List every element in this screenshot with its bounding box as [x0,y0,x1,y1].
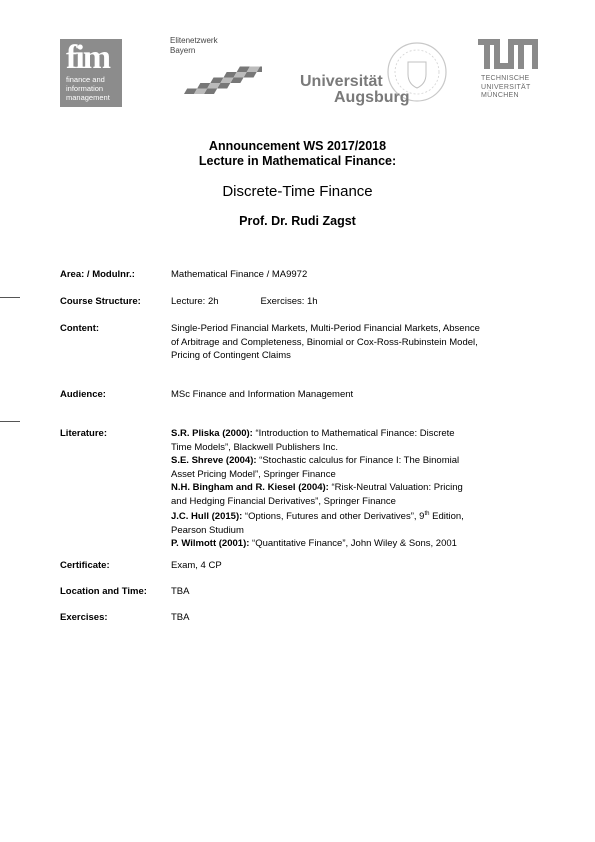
area-label: Area: / Modulnr.: [60,269,135,280]
tum-logo-line: UNIVERSITÄT [481,83,531,91]
literature-text: “Risk-Neutral Valuation: Pricing [328,482,463,493]
location-value: TBA [171,586,190,597]
announcement-line: Announcement WS 2017/2018 [208,139,387,153]
announcement-heading [0,139,595,169]
literature-item [171,454,536,481]
tum-logo-line: TECHNISCHE [481,75,530,82]
content-value [171,322,536,363]
margin-fold-mark [0,297,20,298]
certificate-value: Exam, 4 CP [171,560,222,571]
literature-text: and Hedging Financial Derivatives”, Springer Finance [171,495,396,507]
literature-text: “Options, Futures and other Derivatives”, 9 [242,511,425,523]
fim-logo-text [66,75,110,102]
content-label: Content: [60,323,100,334]
literature-item [171,481,536,508]
literature-label: Literature: [60,428,107,439]
literature-text: “Quantitative Finance”, John Wiley & Sons, 2001 [249,538,457,550]
fim-logo [60,39,122,107]
margin-fold-mark [0,421,20,422]
location-label: Location and Time: [60,586,147,597]
exercises-value: TBA [171,612,190,623]
exercise-hours: Exercises: 1h [260,296,318,307]
elite-logo-line: Elitenetzwerk [170,36,218,45]
elite-logo-line: Bayern [170,46,196,55]
content-line: Pricing of Contingent Claims [171,350,291,361]
certificate-label: Certificate: [60,560,110,571]
literature-item [171,427,536,454]
area-value: Mathematical Finance / MA9972 [171,269,308,280]
professor-name: Prof. Dr. Rudi Zagst [239,214,356,228]
literature-superscript: th [424,511,430,517]
fim-logo-line: management [66,93,110,102]
tum-logo [478,39,542,111]
lecture-line: Lecture in Mathematical Finance: [198,154,397,168]
audience-label: Audience: [60,389,106,400]
augsburg-logo-line: Universität [300,73,383,90]
literature-author: S.R. Pliska (2000): [171,428,253,439]
literature-text: “Stochastic calculus for Finance I: The Binomial [256,455,460,466]
literature-author: J.C. Hull (2015): [171,511,243,523]
literature-text: Edition, [429,511,464,523]
course-title: Discrete-Time Finance [222,183,373,200]
tum-logo-text [481,75,531,101]
augsburg-logo-text [300,74,410,106]
fim-logo-line: finance and [66,75,105,84]
audience-value: MSc Finance and Information Management [171,389,354,400]
fim-logo-line: information [66,84,104,93]
elitenetzwerk-logo [170,36,262,106]
tum-logo-line: MÜNCHEN [481,92,519,99]
literature-text: “Introduction to Mathematical Finance: Discrete [252,428,455,439]
augsburg-logo-line: Augsburg [334,89,410,106]
content-line: of Arbitrage and Completeness, Binomial or Cox-Ross-Rubinstein Model, [171,336,478,348]
literature-text: Asset Pricing Model”, Springer Finance [171,468,336,480]
course-structure-value [171,295,536,309]
tum-mark-icon [478,39,538,71]
literature-author: P. Wilmott (2001): [171,538,250,550]
content-line: Single-Period Financial Markets, Multi-Period Financial Markets, Absence [171,323,480,334]
literature-item [171,508,536,537]
checker-diamond-icon [170,54,262,106]
literature-item [171,537,536,551]
literature-text: Time Models”, Blackwell Publishers Inc. [171,441,339,453]
literature-author: N.H. Bingham and R. Kiesel (2004): [171,482,329,493]
literature-author: S.E. Shreve (2004): [171,455,257,466]
exercises-label: Exercises: [60,612,108,623]
literature-text: Pearson Studium [171,524,244,536]
literature-list [171,427,536,551]
augsburg-logo [300,40,450,110]
fim-logo-mark: fim [66,39,110,76]
course-structure-label: Course Structure: [60,296,141,307]
lecture-hours: Lecture: 2h [171,296,219,307]
